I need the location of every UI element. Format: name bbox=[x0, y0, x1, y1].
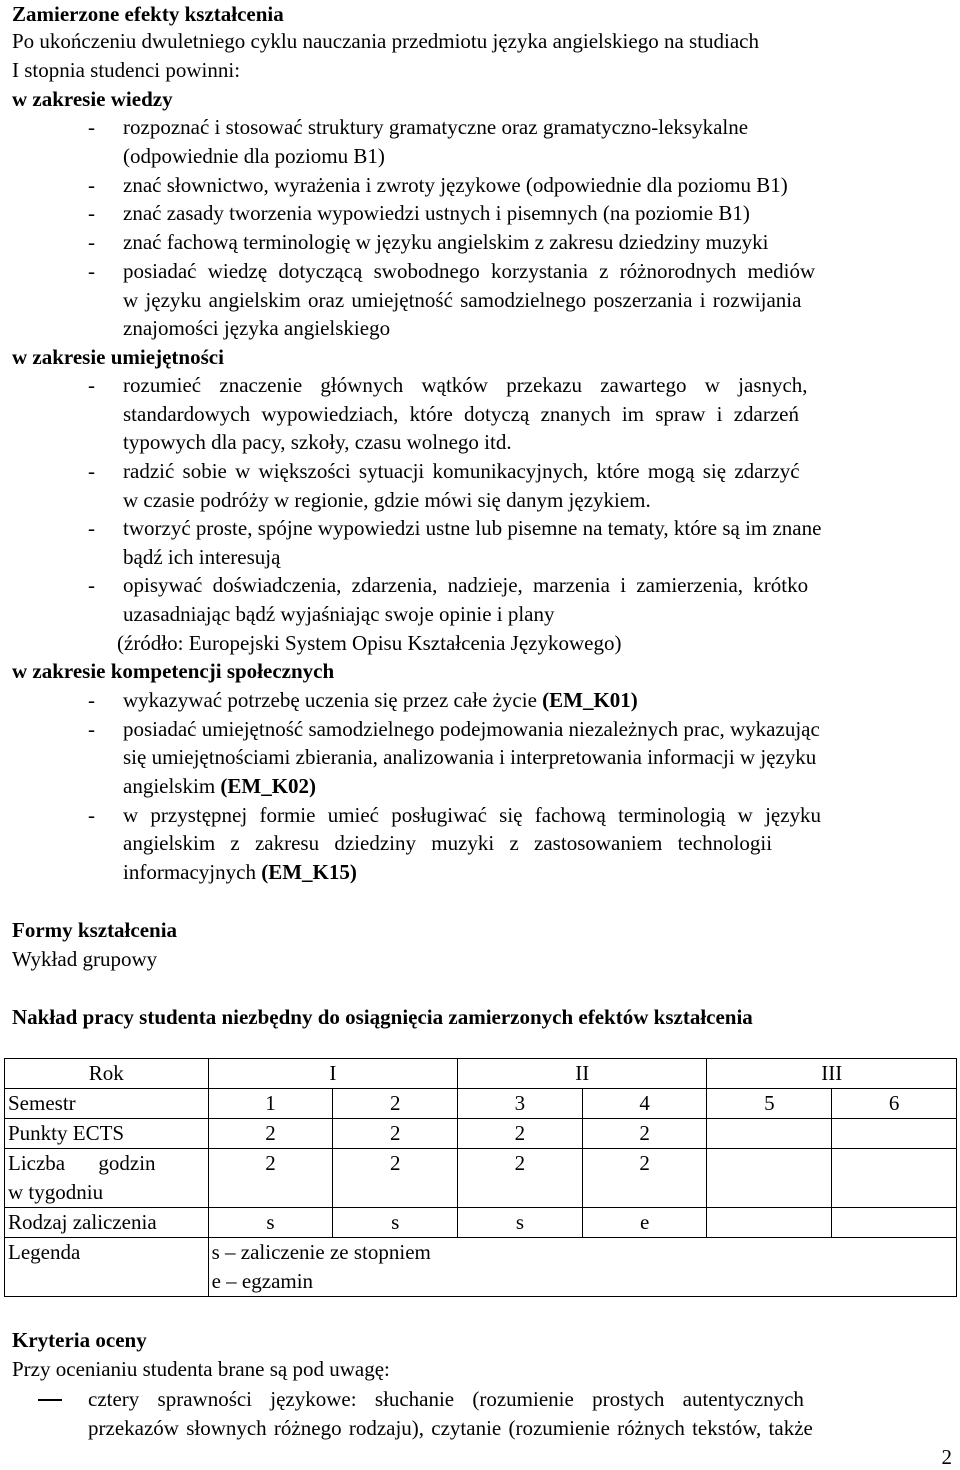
hours-label-line-1: Liczba godzin bbox=[8, 1151, 156, 1175]
year-cell: I bbox=[208, 1059, 457, 1089]
list-dash: - bbox=[88, 516, 95, 540]
table-row bbox=[5, 1149, 957, 1208]
skills-item-1-line-1: rozumieć znaczenie głównych wątków przekazu zawartego w jasnych, bbox=[123, 373, 808, 397]
intro-line-1: Po ukończeniu dwuletniego cyklu nauczania przedmiotu języka angielskiego na studiach bbox=[12, 29, 760, 53]
skills-heading: w zakresie umiejętności bbox=[12, 345, 224, 369]
forms-value: Wykład grupowy bbox=[12, 947, 158, 971]
social-item-3-line-1: w przystępnej formie umieć posługiwać się fachową terminologią w języku bbox=[123, 803, 822, 827]
knowledge-item-1-line-2: (odpowiednie dla poziomu B1) bbox=[123, 144, 385, 168]
knowledge-heading: w zakresie wiedzy bbox=[12, 87, 173, 111]
knowledge-item-5-line-2: w języku angielskim oraz umiejętność samodzielnego poszerzania i rozwijania bbox=[123, 288, 802, 312]
effects-title: Zamierzone efekty kształcenia bbox=[12, 2, 284, 26]
list-dash: - bbox=[88, 717, 95, 741]
list-dash: - bbox=[88, 688, 95, 712]
list-dash: - bbox=[88, 173, 95, 197]
credit-cell: s bbox=[208, 1208, 333, 1238]
semester-cell: 2 bbox=[333, 1089, 458, 1119]
criteria-bullet bbox=[38, 1385, 62, 1414]
knowledge-item-3: znać zasady tworzenia wypowiedzi ustnych i pisemnych (na poziomie B1) bbox=[123, 201, 750, 225]
social-item-3-code: (EM_K15) bbox=[261, 860, 357, 884]
year-cell: III bbox=[707, 1059, 957, 1089]
legend-line-2: e – egzamin bbox=[211, 1269, 314, 1293]
table-row bbox=[5, 1059, 957, 1089]
list-dash: - bbox=[88, 459, 95, 483]
semester-cell: 1 bbox=[208, 1089, 333, 1119]
ects-cell bbox=[832, 1119, 957, 1149]
ects-cell bbox=[707, 1119, 832, 1149]
criteria-heading: Kryteria oceny bbox=[12, 1328, 147, 1352]
social-item-2-code: (EM_K02) bbox=[220, 774, 317, 798]
list-dash: - bbox=[88, 373, 95, 397]
semester-cell: 3 bbox=[458, 1089, 583, 1119]
skills-item-2-line-2: w czasie podróży w regionie, gdzie mówi się danym językiem. bbox=[123, 488, 651, 512]
social-item-2-line-1: posiadać umiejętność samodzielnego podejmowania niezależnych prac, wykazując bbox=[123, 717, 820, 741]
social-item-2-line-2: się umiejętnościami zbierania, analizowania i interpretowania informacji w języku bbox=[123, 745, 817, 769]
skills-item-3-line-1: tworzyć proste, spójne wypowiedzi ustne lub pisemne na tematy, które są im znane bbox=[123, 516, 822, 540]
list-dash: - bbox=[88, 201, 95, 225]
social-item-2-text: angielskim bbox=[123, 774, 221, 798]
hours-cell: 2 bbox=[458, 1149, 583, 1208]
table-row bbox=[5, 1238, 957, 1297]
credit-cell: e bbox=[582, 1208, 707, 1238]
ects-cell: 2 bbox=[582, 1119, 707, 1149]
workload-table bbox=[4, 1058, 957, 1297]
workload-heading: Nakład pracy studenta niezbędny do osiągnięcia zamierzonych efektów kształcenia bbox=[12, 1005, 753, 1029]
credit-cell bbox=[832, 1208, 957, 1238]
hours-cell: 2 bbox=[333, 1149, 458, 1208]
hours-cell bbox=[707, 1149, 832, 1208]
hours-cell bbox=[832, 1149, 957, 1208]
table-row bbox=[5, 1119, 957, 1149]
credit-cell: s bbox=[458, 1208, 583, 1238]
legend-cell bbox=[208, 1238, 956, 1297]
ects-cell: 2 bbox=[208, 1119, 333, 1149]
list-dash: - bbox=[88, 230, 95, 254]
hours-cell: 2 bbox=[582, 1149, 707, 1208]
social-item-3-line-3 bbox=[123, 858, 357, 887]
skills-item-2-line-1: radzić sobie w większości sytuacji komunikacyjnych, które mogą się zdarzyć bbox=[123, 459, 800, 483]
knowledge-item-1-line-1: rozpoznać i stosować struktury gramatyczne oraz gramatyczno-leksykalne bbox=[123, 115, 749, 139]
skills-item-1-line-3: typowych dla pacy, szkoły, czasu wolnego itd. bbox=[123, 430, 512, 454]
social-heading: w zakresie kompetencji społecznych bbox=[12, 659, 335, 683]
ects-label: Punkty ECTS bbox=[5, 1119, 209, 1149]
table-row bbox=[5, 1208, 957, 1238]
semestr-label: Semestr bbox=[5, 1089, 209, 1119]
criteria-item-1-line-2: przekazów słownych różnego rodzaju), czytanie (rozumienie różnych tekstów, także bbox=[88, 1416, 813, 1440]
skills-item-3-line-2: bądź ich interesują bbox=[123, 545, 281, 569]
credit-label: Rodzaj zaliczenia bbox=[5, 1208, 209, 1238]
intro-line-2: I stopnia studenci powinni: bbox=[12, 58, 241, 82]
knowledge-item-4: znać fachową terminologię w języku angielskim z zakresu dziedziny muzyki bbox=[123, 230, 769, 254]
list-dash: - bbox=[88, 573, 95, 597]
hours-cell: 2 bbox=[208, 1149, 333, 1208]
criteria-item-1-line-1: cztery sprawności językowe: słuchanie (rozumienie prostych autentycznych bbox=[88, 1387, 804, 1411]
legend-line-1: s – zaliczenie ze stopniem bbox=[211, 1240, 431, 1264]
legend-label: Legenda bbox=[5, 1238, 209, 1297]
table-row bbox=[5, 1089, 957, 1119]
list-dash: - bbox=[88, 259, 95, 283]
hours-label-line-2: w tygodniu bbox=[8, 1180, 104, 1204]
knowledge-item-5-line-1: posiadać wiedzę dotyczącą swobodnego korzystania z różnorodnych mediów bbox=[123, 259, 816, 283]
skills-item-1-line-2: standardowych wypowiedziach, które dotyczą znanych im spraw i zdarzeń bbox=[123, 402, 800, 426]
ects-cell: 2 bbox=[458, 1119, 583, 1149]
social-item-1-code: (EM_K01) bbox=[542, 688, 638, 712]
semester-cell: 6 bbox=[832, 1089, 957, 1119]
rok-label: Rok bbox=[5, 1059, 209, 1089]
ects-cell: 2 bbox=[333, 1119, 458, 1149]
credit-cell bbox=[707, 1208, 832, 1238]
criteria-intro: Przy ocenianiu studenta brane są pod uwagę: bbox=[12, 1357, 390, 1381]
forms-heading: Formy kształcenia bbox=[12, 918, 178, 942]
social-item-3-line-2: angielskim z zakresu dziedziny muzyki z zastosowaniem technologii bbox=[123, 831, 773, 855]
page-number: 2 bbox=[941, 1445, 952, 1469]
year-cell: II bbox=[458, 1059, 707, 1089]
semester-cell: 5 bbox=[707, 1089, 832, 1119]
knowledge-item-2: znać słownictwo, wyrażenia i zwroty językowe (odpowiednie dla poziomu B1) bbox=[123, 173, 788, 197]
skills-source: (źródło: Europejski System Opisu Kształcenia Językowego) bbox=[117, 631, 622, 655]
social-item-1 bbox=[123, 686, 638, 715]
social-item-1-text: wykazywać potrzebę uczenia się przez całe życie bbox=[123, 688, 543, 712]
social-item-3-text: informacyjnych bbox=[123, 860, 262, 884]
skills-item-4-line-2: uzasadniając bądź wyjaśniając swoje opinie i plany bbox=[123, 602, 555, 626]
list-dash: - bbox=[88, 803, 95, 827]
credit-cell: s bbox=[333, 1208, 458, 1238]
hours-label bbox=[5, 1149, 209, 1208]
list-dash: - bbox=[88, 115, 95, 139]
knowledge-item-5-line-3: znajomości języka angielskiego bbox=[123, 316, 391, 340]
semester-cell: 4 bbox=[582, 1089, 707, 1119]
skills-item-4-line-1: opisywać doświadczenia, zdarzenia, nadzieje, marzenia i zamierzenia, krótko bbox=[123, 573, 809, 597]
social-item-2-line-3 bbox=[123, 772, 316, 801]
